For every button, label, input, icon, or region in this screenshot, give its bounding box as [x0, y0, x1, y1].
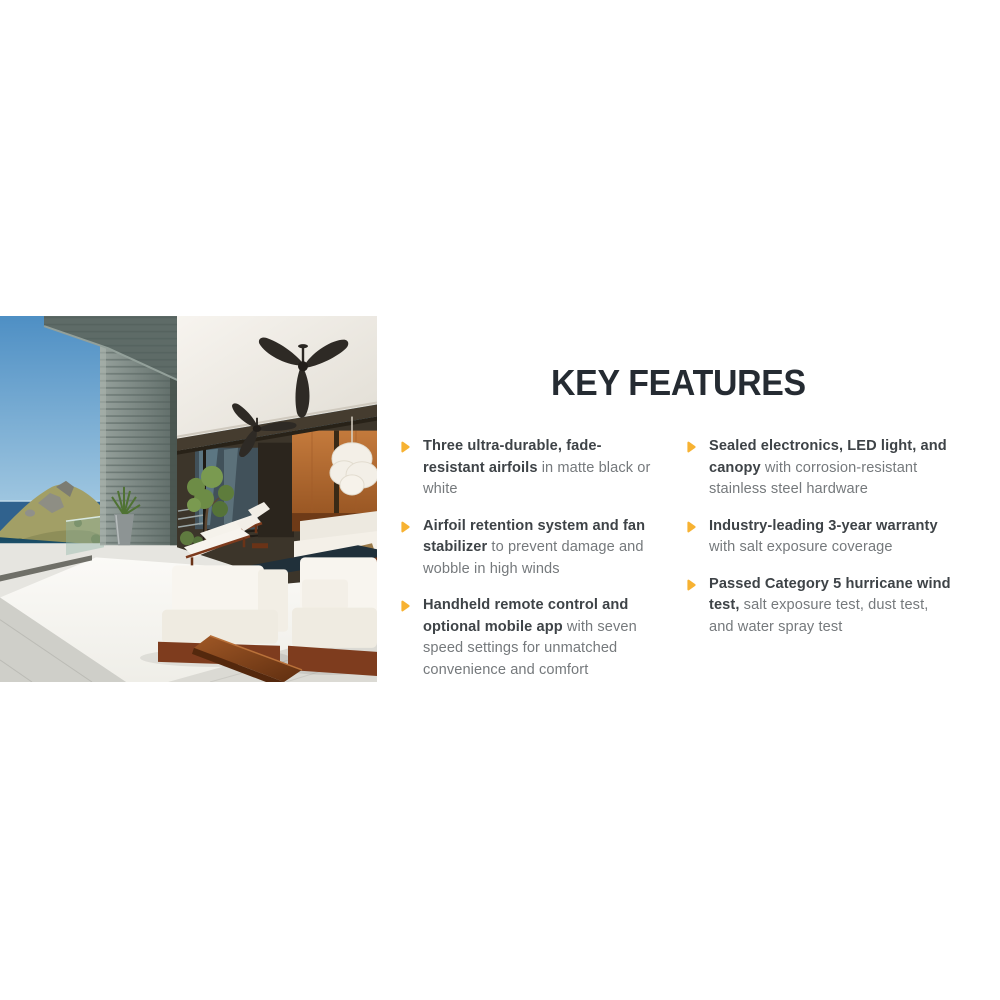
bullet-arrow-icon: [687, 579, 696, 591]
feature-item-retention: [400, 516, 663, 581]
feature-item-sealed: [686, 436, 958, 501]
features-columns: [400, 436, 958, 696]
bullet-arrow-icon: [401, 521, 410, 533]
feature-text: [423, 516, 655, 581]
feature-text: [423, 595, 655, 681]
bullet-arrow-icon: [401, 600, 410, 612]
feature-item-hurricane: [686, 574, 958, 639]
feature-detail: in matte black or white: [423, 459, 651, 497]
features-column-2: [686, 436, 958, 696]
patio-photo-scene: [0, 316, 377, 682]
feature-text: [709, 574, 954, 639]
section-title: KEY FEATURES: [551, 362, 806, 403]
feature-text: [709, 516, 954, 559]
feature-text: [709, 436, 954, 501]
feature-text: [423, 436, 655, 501]
feature-bold: Passed Category 5 hurricane wind test,: [709, 575, 951, 613]
feature-detail: to prevent damage and wobble in high winds: [423, 539, 644, 577]
bullet-arrow-icon: [687, 521, 696, 533]
feature-bold: Three ultra-durable, fade-resistant airfoils: [423, 438, 602, 476]
feature-detail: with corrosion-resistant stainless steel hardware: [709, 459, 918, 497]
features-column-1: [400, 436, 663, 696]
feature-item-airfoils: [400, 436, 663, 501]
feature-detail: salt exposure test, dust test, and water spray test: [709, 597, 929, 635]
bullet-arrow-icon: [401, 441, 410, 453]
feature-item-warranty: [686, 516, 958, 559]
feature-bold: Sealed electronics, LED light, and canopy: [709, 438, 947, 476]
feature-bold: Industry-leading 3-year warranty: [709, 517, 938, 534]
feature-bold: Airfoil retention system and fan stabilizer: [423, 517, 646, 555]
patio-photo: [0, 316, 377, 682]
feature-detail: with seven speed settings for unmatched convenience and comfort: [423, 618, 637, 678]
feature-item-remote: [400, 595, 663, 681]
bullet-arrow-icon: [687, 441, 696, 453]
feature-detail: with salt exposure coverage: [709, 539, 893, 555]
feature-bold: Handheld remote control and optional mobile app: [423, 597, 629, 635]
